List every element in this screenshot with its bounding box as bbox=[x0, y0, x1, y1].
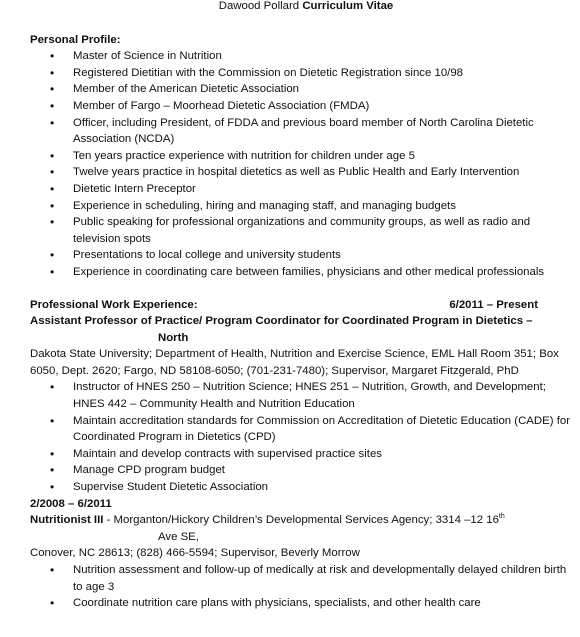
personal-profile-list bbox=[30, 48, 570, 280]
list-item: • Manage CPD program budget bbox=[30, 462, 570, 479]
job2-title: Nutritionist III bbox=[30, 514, 104, 527]
list-item: • Member of the American Dietetic Association bbox=[30, 81, 570, 98]
section-gap bbox=[30, 281, 570, 297]
list-item: • Instructor of HNES 250 – Nutrition Science; HNES 251 – Nutrition, Growth, and Development; HNES 442 – Community Health and Nutrition Education bbox=[30, 379, 570, 412]
list-item: • Registered Dietitian with the Commission on Dietetic Registration since 10/98 bbox=[30, 65, 570, 82]
list-item: • Twelve years practice in hospital dietetics as well as Public Health and Early Intervention bbox=[30, 164, 570, 181]
list-item: • Member of Fargo – Moorhead Dietetic Association (FMDA) bbox=[30, 98, 570, 115]
job2-duties-list bbox=[30, 562, 570, 612]
work-experience-heading: Professional Work Experience: bbox=[30, 298, 198, 311]
list-item: • Experience in scheduling, hiring and managing staff, and managing budgets bbox=[30, 198, 570, 215]
job2-employer-superscript: th bbox=[498, 513, 505, 521]
job1-title-continued: North bbox=[158, 331, 189, 344]
personal-profile-heading: Personal Profile: bbox=[30, 33, 121, 46]
list-item: • Officer, including President, of FDDA and previous board member of North Carolina Dietetic Association (NCDA) bbox=[30, 115, 570, 148]
job2-dates: 2/2008 – 6/2011 bbox=[30, 497, 112, 510]
document-title bbox=[42, 0, 570, 15]
job2-employer-continued: Ave SE, bbox=[158, 530, 199, 543]
list-item: • Master of Science in Nutrition bbox=[30, 48, 570, 65]
job1-title: Assistant Professor of Practice/ Program Coordinator for Coordinated Program in Dietetics – bbox=[30, 315, 533, 328]
job2-employer: - Morganton/Hickory Children’s Developmental Services Agency; 3314 –12 16 bbox=[103, 514, 499, 527]
job2-title-line bbox=[30, 512, 570, 529]
cv-page bbox=[30, 0, 570, 612]
job1-duties-list bbox=[30, 379, 570, 495]
list-item: • Maintain accreditation standards for Commission on Accreditation of Dietetic Education (CADE) for Coordinated Program in Dietetics (CPD) bbox=[30, 413, 570, 446]
list-item: • Ten years practice experience with nutrition for children under age 5 bbox=[30, 148, 570, 165]
job2-details: Conover, NC 28613; (828) 466-5594; Supervisor, Beverly Morrow bbox=[30, 547, 360, 560]
list-item: • Coordinate nutrition care plans with physicians, specialists, and other health care bbox=[30, 595, 570, 612]
list-item: • Experience in coordinating care between families, physicians and other medical professionals bbox=[30, 264, 570, 281]
list-item: • Supervise Student Dietetic Association bbox=[30, 479, 570, 496]
list-item: • Public speaking for professional organizations and community groups, as well as radio and television spots bbox=[30, 214, 570, 247]
list-item: • Dietetic Intern Preceptor bbox=[30, 181, 570, 198]
job1-dates: 6/2011 – Present bbox=[449, 298, 538, 311]
work-experience-header bbox=[30, 297, 570, 314]
list-item: • Presentations to local college and university students bbox=[30, 247, 570, 264]
list-item: • Nutrition assessment and follow-up of medically at risk and developmentally delayed children birth to age 3 bbox=[30, 562, 570, 595]
job1-details: Dakota State University; Department of Health, Nutrition and Exercise Science, EML Hall Room 351; Box 6050, Dept. 2620; Fargo, ND 58108-6050; (701-231-7480); Supervisor, Margaret Fitzgerald, PhD bbox=[30, 348, 559, 377]
candidate-name: Dawood Pollard bbox=[218, 0, 300, 12]
list-item: • Maintain and develop contracts with supervised practice sites bbox=[30, 446, 570, 463]
document-type: Curriculum Vitae bbox=[302, 0, 394, 12]
